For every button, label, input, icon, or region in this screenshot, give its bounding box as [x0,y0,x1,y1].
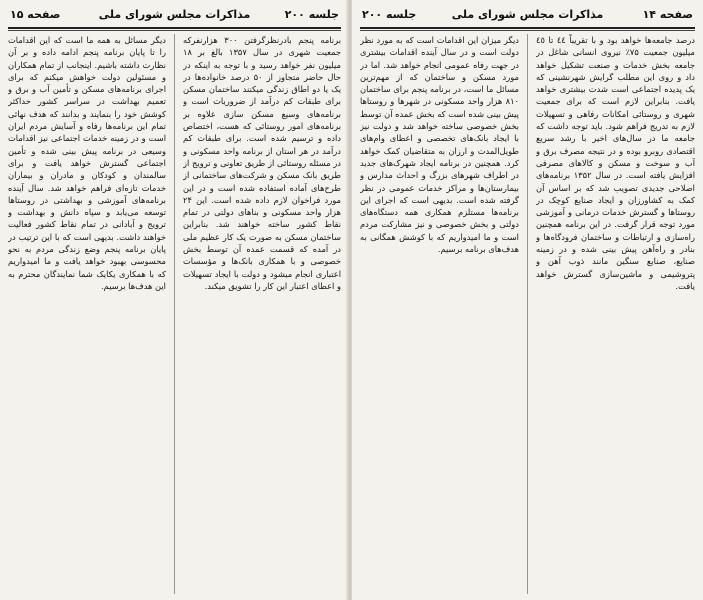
left-session-label: جلسه ۲۰۰ [284,8,339,21]
right-page-header [360,6,695,26]
left-page-header [8,6,341,26]
right-columns [360,34,695,594]
left-column-2 [8,34,166,594]
left-page-number: صفحه ۱۵ [10,8,61,21]
right-title: مذاکرات مجلس شورای ملی [451,8,604,21]
left-column-1-text: برنامه پنجم بادرنظرگرفتن ۳۰۰ هزارنفرکه جمعیت شهری در سال ۱۳۵۷ بالغ بر ۱۸ میلیون نفر خواهد رسید و با توجه به اینکه در حال حاضر متجاوز از ۵۰ درصد خانواده‌ها در یک یا دو اطاق زندگی میکنند ساختمان مسکن برای طبقات کم درآمد از ضروریات است و برنامه‌های وسیع مسکن سازی علاوه بر برنامه‌های امور روستائی که هست، اختصاص داده و ترسیم شده است. برای طبقات کم درآمد در هر استان از برنامه واحد مسکونی و در مسئله روستائی از طریق تعاونی و ترویج از طریق بانک مسکن و شرکت‌های ساختمانی از طرح‌های آماده استفاده شده است و در این مورد فراخوان لازم داده شده است. این ۲۴ هزار واحد مسکونی و بنا‌های دولتی در تمام نقاط کشور ساخته خواهند شد. بنابراین ساختمان مسکن به صورت یک کار عظیم ملی در آمده که قسمت عمده آن توسط بخش خصوصی و با همکاری بانک‌ها و مؤسسات اعتباری انجام میشود و دولت با ایجاد تسهیلات و اعطای اعتبار این کار را تشویق میکند. [183,35,341,291]
right-session-label: جلسه ۲۰۰ [362,8,417,21]
right-page [352,0,703,600]
left-title: مذاکرات مجلس شورای ملی [98,8,251,21]
left-column-2-text: دیگر مسائل به همه ما است که این اقدامات را تا پایان برنامه پنجم ادامه داده و بر آن نظارت داشته باشیم. اینجانب از تمام همکاران و مسئولین دولت خواهش میکنم که برای اجرای برنامه‌های مسکن و تأمین آب و برق و تعمیم بهداشت در سراسر کشور حداکثر کوشش خود را بنمایند و بدانند که هدف نهائی تمام این برنامه‌ها رفاه و آسایش مردم ایران است و در زمینه خدمات اجتماعی نیز اقدامات وسیعی در برنامه پیش بینی شده و تأمین اجتماعی گسترش خواهد یافت و برای سالمندان و کودکان و مادران و بیماران خدمات تازه‌ای فراهم خواهد شد. سال آینده برنامه‌های آموزشی و بهداشتی در روستاها توسعه می‌یابد و سپاه دانش و بهداشت و ترویج و آبادانی در تمام نقاط کشور فعالیت خواهند داشت. بدیهی است که با این ترتیب در پایان برنامه پنجم وضع زندگی مردم به نحو محسوسی بهبود خواهد یافت و ما امیدواریم که با همکاری یکایک شما نمایندگان محترم به این هدف‌ها برسیم. [8,35,166,291]
right-header-rule-thin [360,30,695,31]
right-column-2-text: دیگر میزان این اقدامات است که به مورد نظر دولت است و در سال آینده اقدامات بیشتری در جهت رفاه عمومی انجام خواهد شد. اما در مورد مسکن و ساختمان که از مهم‌ترین مسائل ما است، در برنامه پنجم برای ساختمان ۸۱۰ هزار واحد مسکونی در شهرها و روستاها پیش بینی شده است که بخش عمده آن توسط بخش خصوصی ساخته خواهد شد و دولت نیز با ایجاد بانک‌های تخصصی و اعطای وام‌های طویل‌المدت و ارزان به متقاضیان کمک خواهد کرد. همچنین در برنامه ایجاد شهرک‌های جدید در اطراف شهرهای بزرگ و احداث مدارس و بیمارستان‌ها و مراکز خدمات عمومی در نظر گرفته شده است. بدیهی است که اجرای این برنامه‌ها مستلزم همکاری همه دستگاه‌های دولتی و بخش خصوصی و نیز مشارکت مردم است و ما امیدواریم که با کوشش همگانی به هدف‌های برنامه برسیم. [360,35,519,255]
left-column-1 [183,34,341,594]
right-page-number: صفحه ۱۴ [642,8,693,21]
right-header-rule [360,27,695,29]
right-column-1 [536,34,695,594]
right-column-1-text: درصد جامعه‌ها خواهد بود و با تقریباً ٤٤ تا ٤٥ میلیون جمعیت ۷۵٪ نیروی انسانی شاغل در جامعه بخش خدمات و صنعت تشکیل خواهد داد و روی این مطلب گرایش شهرنشینی که یک پدیده اجتماعی است شدت بیشتری خواهد یافت. بنابراین لازم است که برای جمعیت شهری و روستائی امکانات رفاهی و تسهیلات لازم به تدریج فراهم شود. باید توجه داشت که جامعه ما در سال‌های اخیر با رشد سریع اقتصادی روبرو بوده و در نتیجه مصرف برق و آب و سوخت و مسکن و کالاهای مصرفی افزایش یافته است. در سال ۱۳۵۲ برنامه‌های اصلاحی جدیدی تصویب شد که بر اساس آن کمک به کشاورزان و ایجاد صنایع کوچک در روستاها و گسترش خدمات درمانی و آموزشی مورد توجه قرار گرفت. در این برنامه همچنین راه‌سازی و ارتباطات و ساختمان فرودگاه‌ها و بنادر و راه‌آهن پیش بینی شده و در زمینه صنایع، صنایع سنگین مانند ذوب آهن و پتروشیمی و ماشین‌سازی گسترش خواهد یافت. [536,35,695,291]
left-page [0,0,349,600]
right-column-2 [360,34,519,594]
left-header-rule [8,27,341,29]
left-header-rule-thin [8,30,341,31]
left-column-divider [174,34,175,594]
left-columns [8,34,341,594]
right-column-divider [527,34,528,594]
